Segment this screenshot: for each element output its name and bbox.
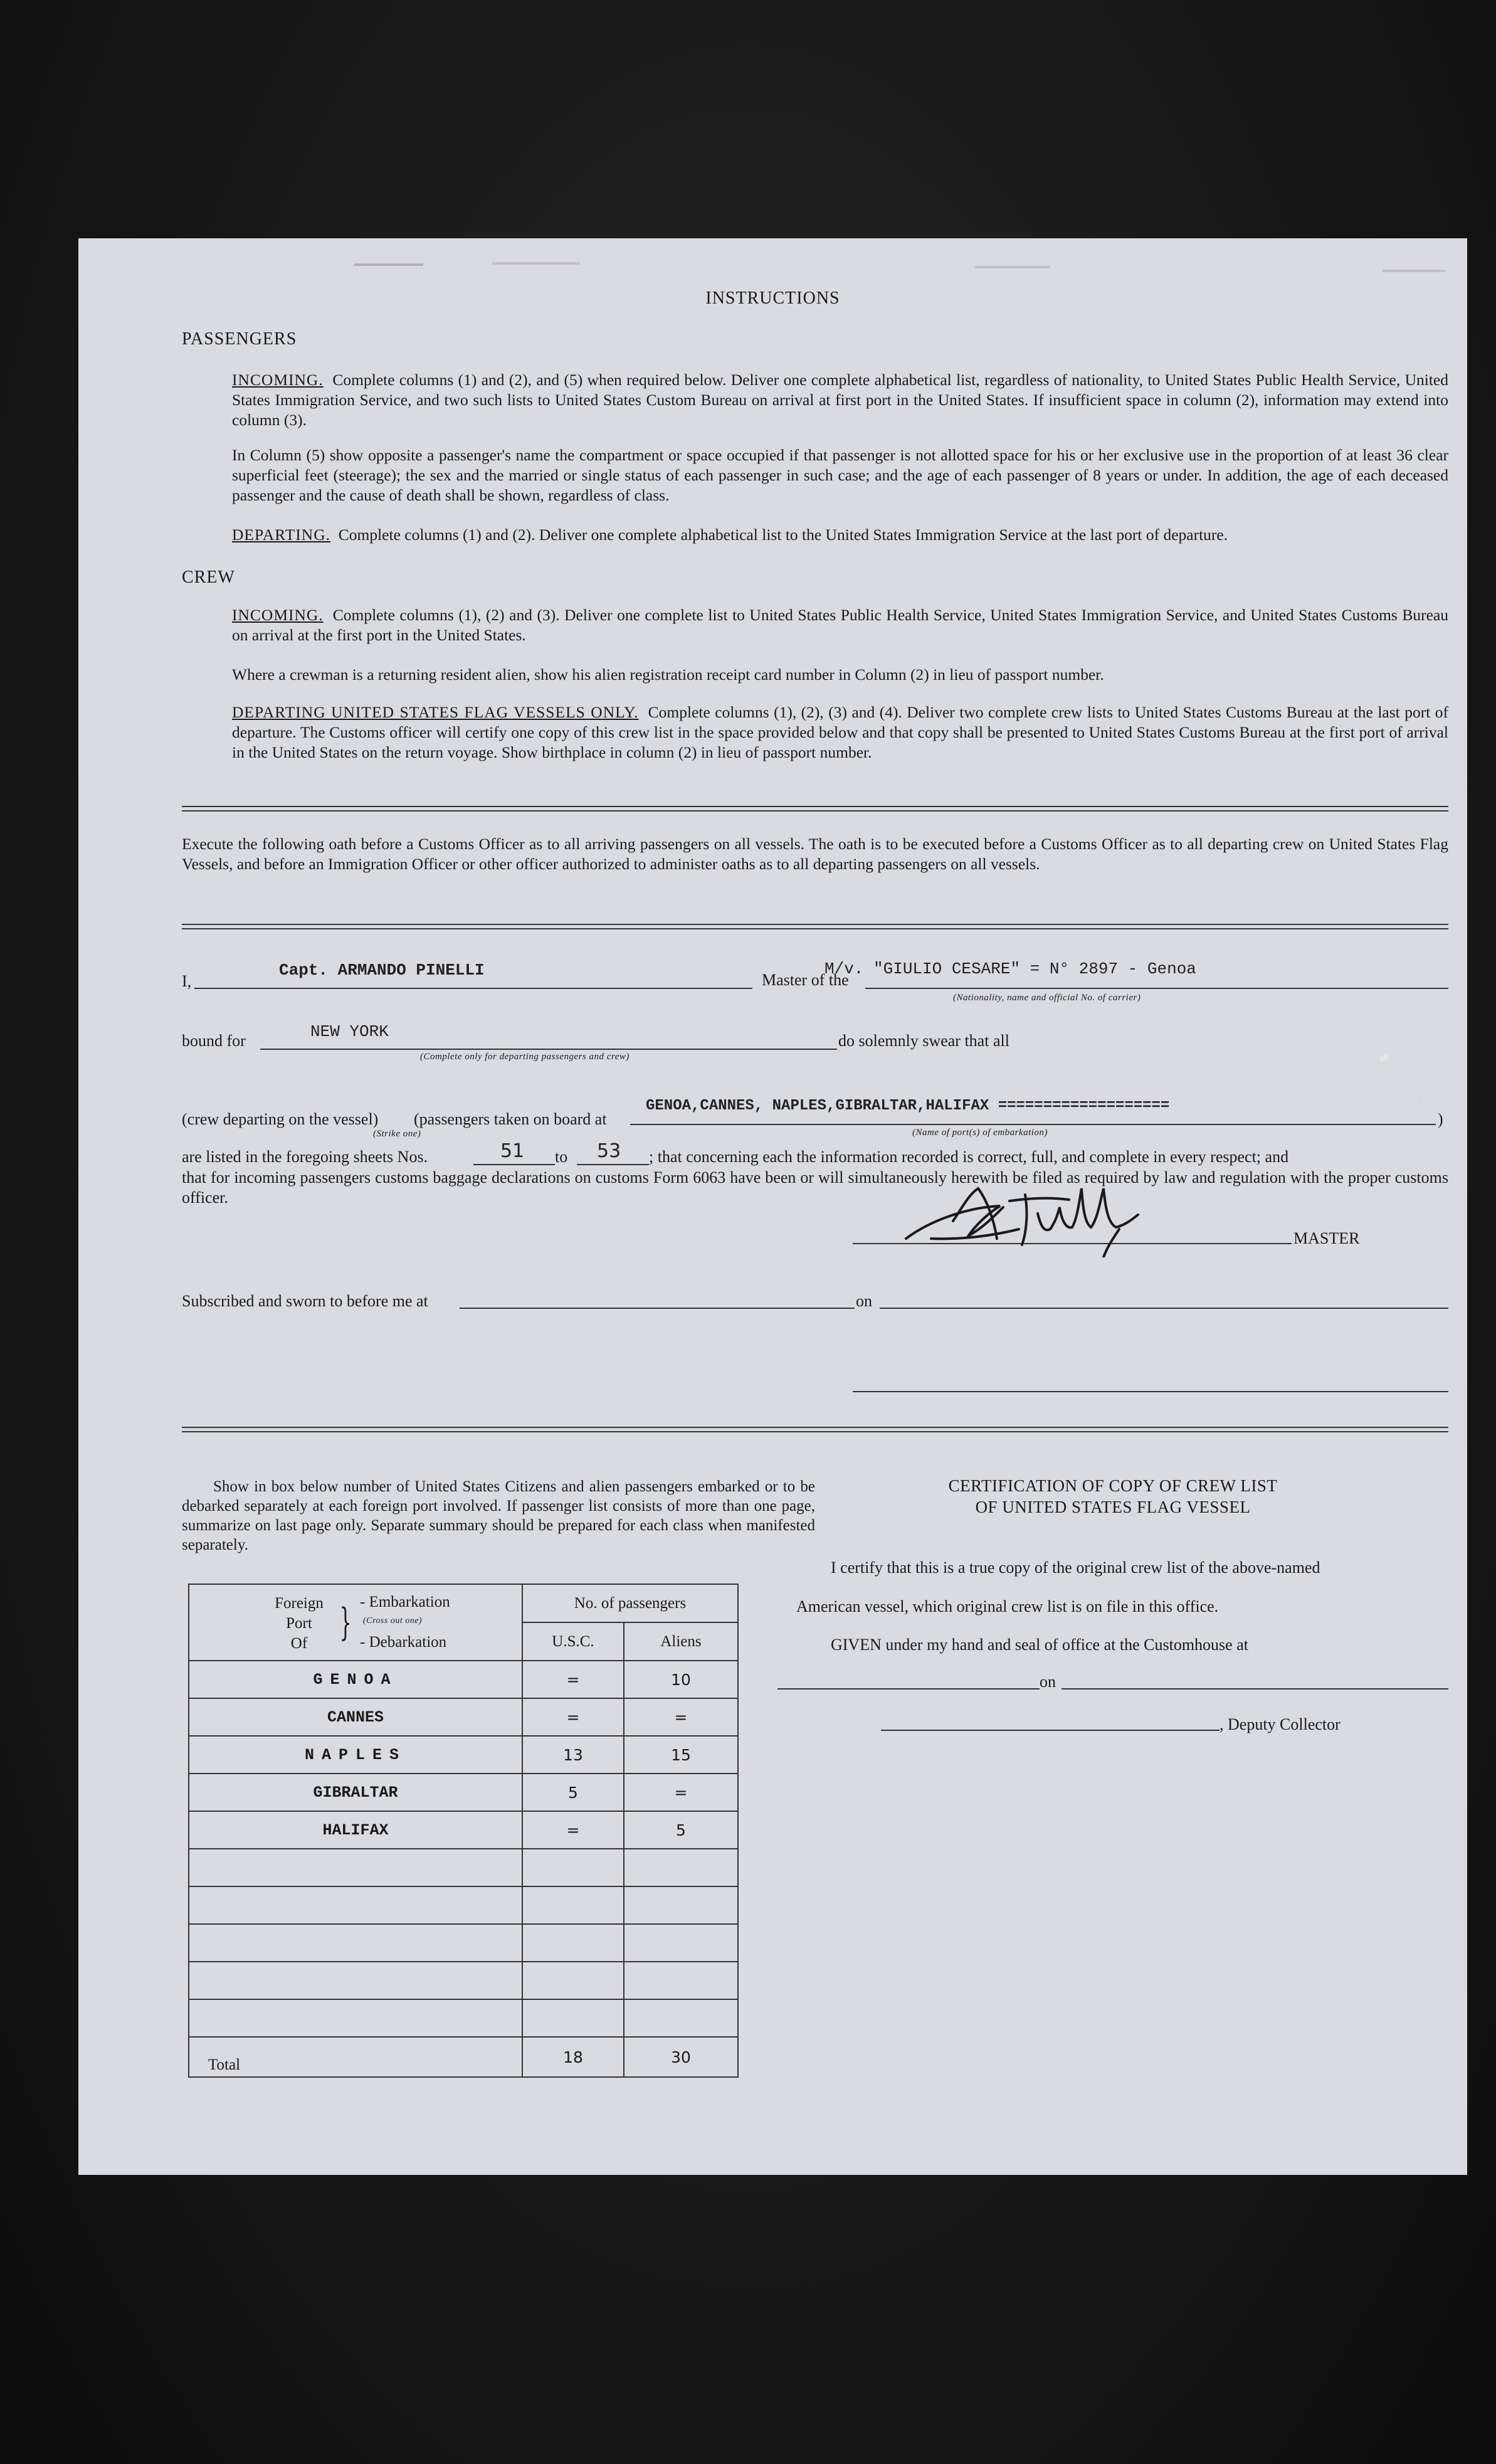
departing-lead: DEPARTING. [232,526,330,544]
section-double-rule [182,806,1448,812]
bound-for-value: NEW YORK [310,1022,389,1041]
deputy-collector-label: , Deputy Collector [1219,1715,1341,1733]
table-row [189,1924,738,1962]
crew-heading: CREW [182,568,235,587]
master-label: MASTER [1293,1229,1360,1247]
aliens-cell [624,1962,738,1999]
cert-date-line [1061,1688,1448,1689]
instructions-title: INSTRUCTIONS [705,288,840,308]
cross-out-label: (Cross out one) [363,1616,423,1626]
table-header-row [189,1584,738,1622]
port-cell: NAPLES [189,1736,522,1774]
ports-line [630,1124,1436,1125]
port-cell [189,1849,522,1886]
debark-label[interactable]: - Debarkation [360,1634,447,1651]
document-page [78,238,1467,2175]
port-header-port: Port [286,1615,312,1632]
master-name: Capt. ARMANDO PINELLI [279,961,485,980]
usc-cell [522,1924,624,1962]
to-label: to [555,1148,568,1166]
column5-text: In Column (5) show opposite a passenger's name the compartment or space occupied if that passenger is not allotted space for his or her exclusive use in the proportion of at least 36 clear superficial feet (steerage); the sex and the married or single status of each passenger in such case; and the age of each passenger of 8 years or under. In addition, the age of each deceased passenger and the cause of death shall be shown, regardless of class. [232,446,1448,504]
swear-text: do solemnly swear that all [838,1032,1009,1050]
crew-departing-lead: DEPARTING UNITED STATES FLAG VESSELS ONLY. [232,703,639,721]
port-cell [189,1924,522,1962]
brace-icon: } [339,1600,352,1644]
crew-resident-paragraph [232,665,1448,685]
total-row [189,2037,738,2077]
bound-for-label: bound for [182,1032,246,1050]
table-row [189,1736,738,1774]
usc-cell: = [522,1661,624,1698]
passengers-departing-paragraph [232,525,1448,545]
crew-departing-paragraph [232,702,1448,763]
usc-cell: 13 [522,1736,624,1774]
usc-cell [522,1999,624,2037]
port-cell: GIBRALTAR [189,1774,522,1811]
master-signature [893,1170,1157,1257]
scan-smudge [354,263,423,266]
crew-departing-option: (crew departing on the vessel) [182,1110,379,1128]
port-cell [189,1886,522,1924]
passengers-incoming-paragraph [232,370,1448,430]
on-label: on [856,1292,872,1310]
certify-text-2: American vessel, which original crew list is on file in this office. [796,1597,1219,1615]
column5-paragraph [232,445,1448,505]
aliens-cell: 10 [624,1661,738,1698]
listed-text-2: ; that concerning each the information recorded is correct, full, and complete in every respect; and [649,1148,1289,1166]
margin-mark [1417,1099,1422,1104]
total-aliens: 30 [624,2037,738,2077]
subscribed-place-line [460,1308,855,1309]
table-row [189,1774,738,1811]
vessel-line [865,988,1448,989]
usc-cell: 5 [522,1774,624,1811]
deputy-signature-line [881,1730,1219,1731]
table-row [189,1999,738,2037]
port-cell [189,1962,522,1999]
port-cell: HALIFAX [189,1811,522,1849]
aliens-cell [624,1999,738,2037]
total-label: Total [189,2037,522,2077]
customhouse-line [777,1688,1040,1689]
certify-text-1: I certify that this is a true copy of the original crew list of the above-named [831,1558,1320,1577]
officer-signature-line [853,1391,1448,1392]
usc-cell [522,1849,624,1886]
total-usc: 18 [522,2037,624,2077]
crew-departing-text: Complete columns (1), (2), (3) and (4). Deliver two complete crew lists to United States Customs Bureau at the last port of departure. The Customs officer will certify one copy of this crew list in the space provided below and that copy shall be presented to United States Customs Bureau at the first port of arrival in the United States on the return voyage. Show birthplace in column (2) in lieu of passport number. [232,703,1448,761]
incoming-lead: INCOMING. [232,371,324,389]
passenger-summary-table [188,1584,739,2078]
sheet-to-line [577,1164,649,1165]
port-header-label [265,1594,334,1654]
sheet-to: 53 [597,1140,621,1162]
listed-text: are listed in the foregoing sheets Nos. [182,1148,428,1166]
sheet-from: 51 [500,1140,525,1162]
sheet-from-line [473,1164,555,1165]
port-cell: CANNES [189,1698,522,1736]
ports-caption: (Name of port(s) of embarkation) [912,1128,1048,1138]
vessel-caption: (Nationality, name and official No. of carrier) [953,993,1141,1003]
crew-incoming-paragraph [232,605,1448,645]
passengers-heading: PASSENGERS [182,329,297,349]
strike-caption: (Strike one) [373,1129,421,1139]
crew-incoming-lead: INCOMING. [232,606,324,624]
port-header-cell [189,1584,522,1661]
bound-caption: (Complete only for departing passengers and crew) [420,1052,629,1062]
port-cell [189,1999,522,2037]
aliens-header: Aliens [624,1622,738,1661]
table-row [189,1661,738,1698]
certification-title [799,1475,1426,1518]
oath-instruction: Execute the following oath before a Customs Officer as to all arriving passengers on all vessels. The oath is to be executed before a Customs Officer as to all departing crew on United States Flag Vessels, and before an Immigration Officer or other officer authorized to administer oaths as to all departing passengers on all vessels. [182,835,1448,873]
passengers-taken-option: (passengers taken on board at [414,1110,607,1128]
table-row [189,1962,738,1999]
scan-smudge [492,262,580,265]
cert-on-label: on [1040,1673,1056,1691]
vessel-name: M/v. "GIULIO CESARE" = N° 2897 - Genoa [824,960,1196,978]
passengers-header: No. of passengers [522,1584,738,1622]
scan-smudge [1383,270,1445,272]
table-row [189,1811,738,1849]
summary-instruction: Show in box below number of United States Citizens and alien passengers embarked or to be debarked separately at each foreign port involved. If passenger list consists of more than one page, summarize on last page only. Separate summary should be prepared for each class when manifested separately. [182,1478,815,1553]
oath-i-label: I, [182,972,192,990]
section-double-rule [182,1427,1448,1432]
aliens-cell: 15 [624,1736,738,1774]
aliens-cell [624,1886,738,1924]
port-header-of: Of [290,1635,308,1652]
usc-cell [522,1962,624,1999]
certification-title-line-2: OF UNITED STATES FLAG VESSEL [975,1498,1251,1516]
table-row [189,1886,738,1924]
usc-cell: = [522,1698,624,1736]
subscribed-date-line [880,1308,1448,1309]
aliens-cell: = [624,1774,738,1811]
usc-cell: = [522,1811,624,1849]
aliens-cell: = [624,1698,738,1736]
certification-title-line-1: CERTIFICATION OF COPY OF CREW LIST [948,1476,1278,1495]
departing-text: Complete columns (1) and (2). Deliver one complete alphabetical list to the United States Immigration Service at the last port of departure. [338,526,1228,544]
bound-for-line [260,1049,837,1050]
crew-resident-text: Where a crewman is a returning resident alien, show his alien registration receipt card number in Column (2) in lieu of passport number. [232,665,1104,684]
scan-smudge [975,266,1050,268]
table-row [189,1698,738,1736]
master-name-line [194,988,752,989]
aliens-cell [624,1924,738,1962]
section-double-rule [182,924,1448,929]
master-of-label: Master of the [762,971,849,989]
usc-cell [522,1886,624,1924]
embark-label[interactable]: - Embarkation [360,1594,450,1610]
subscribed-text: Subscribed and sworn to before me at [182,1292,428,1310]
given-text: GIVEN under my hand and seal of office at the Customhouse at [831,1636,1248,1654]
port-cell: GENOA [189,1661,522,1698]
usc-header: U.S.C. [522,1622,624,1661]
close-paren: ) [1438,1110,1443,1128]
crew-incoming-text: Complete columns (1), (2) and (3). Deliver one complete list to United States Public Health Service, United States Immigration Service, and United States Customs Bureau on arrival at the first port in the United States. [232,606,1449,644]
incoming-text: Complete columns (1) and (2), and (5) when required below. Deliver one complete alphabetical list, regardless of nationality, to United States Public Health Service, United States Immigration Service, and two such lists to United States Custom Bureau on arrival at first port in the United States. If insufficient space in column (2), information may extend into column (3). [232,371,1448,429]
aliens-cell [624,1849,738,1886]
ports-embarked: GENOA,CANNES, NAPLES,GIBRALTAR,HALIFAX =================== [646,1097,1170,1114]
table-row [189,1849,738,1886]
aliens-cell: 5 [624,1811,738,1849]
baggage-text: that for incoming passengers customs baggage declarations on customs Form 6063 have been or will simultaneously herewith be filed as required by law and regulation with the proper customs officer. [182,1168,1448,1207]
port-header-foreign: Foreign [275,1595,324,1612]
